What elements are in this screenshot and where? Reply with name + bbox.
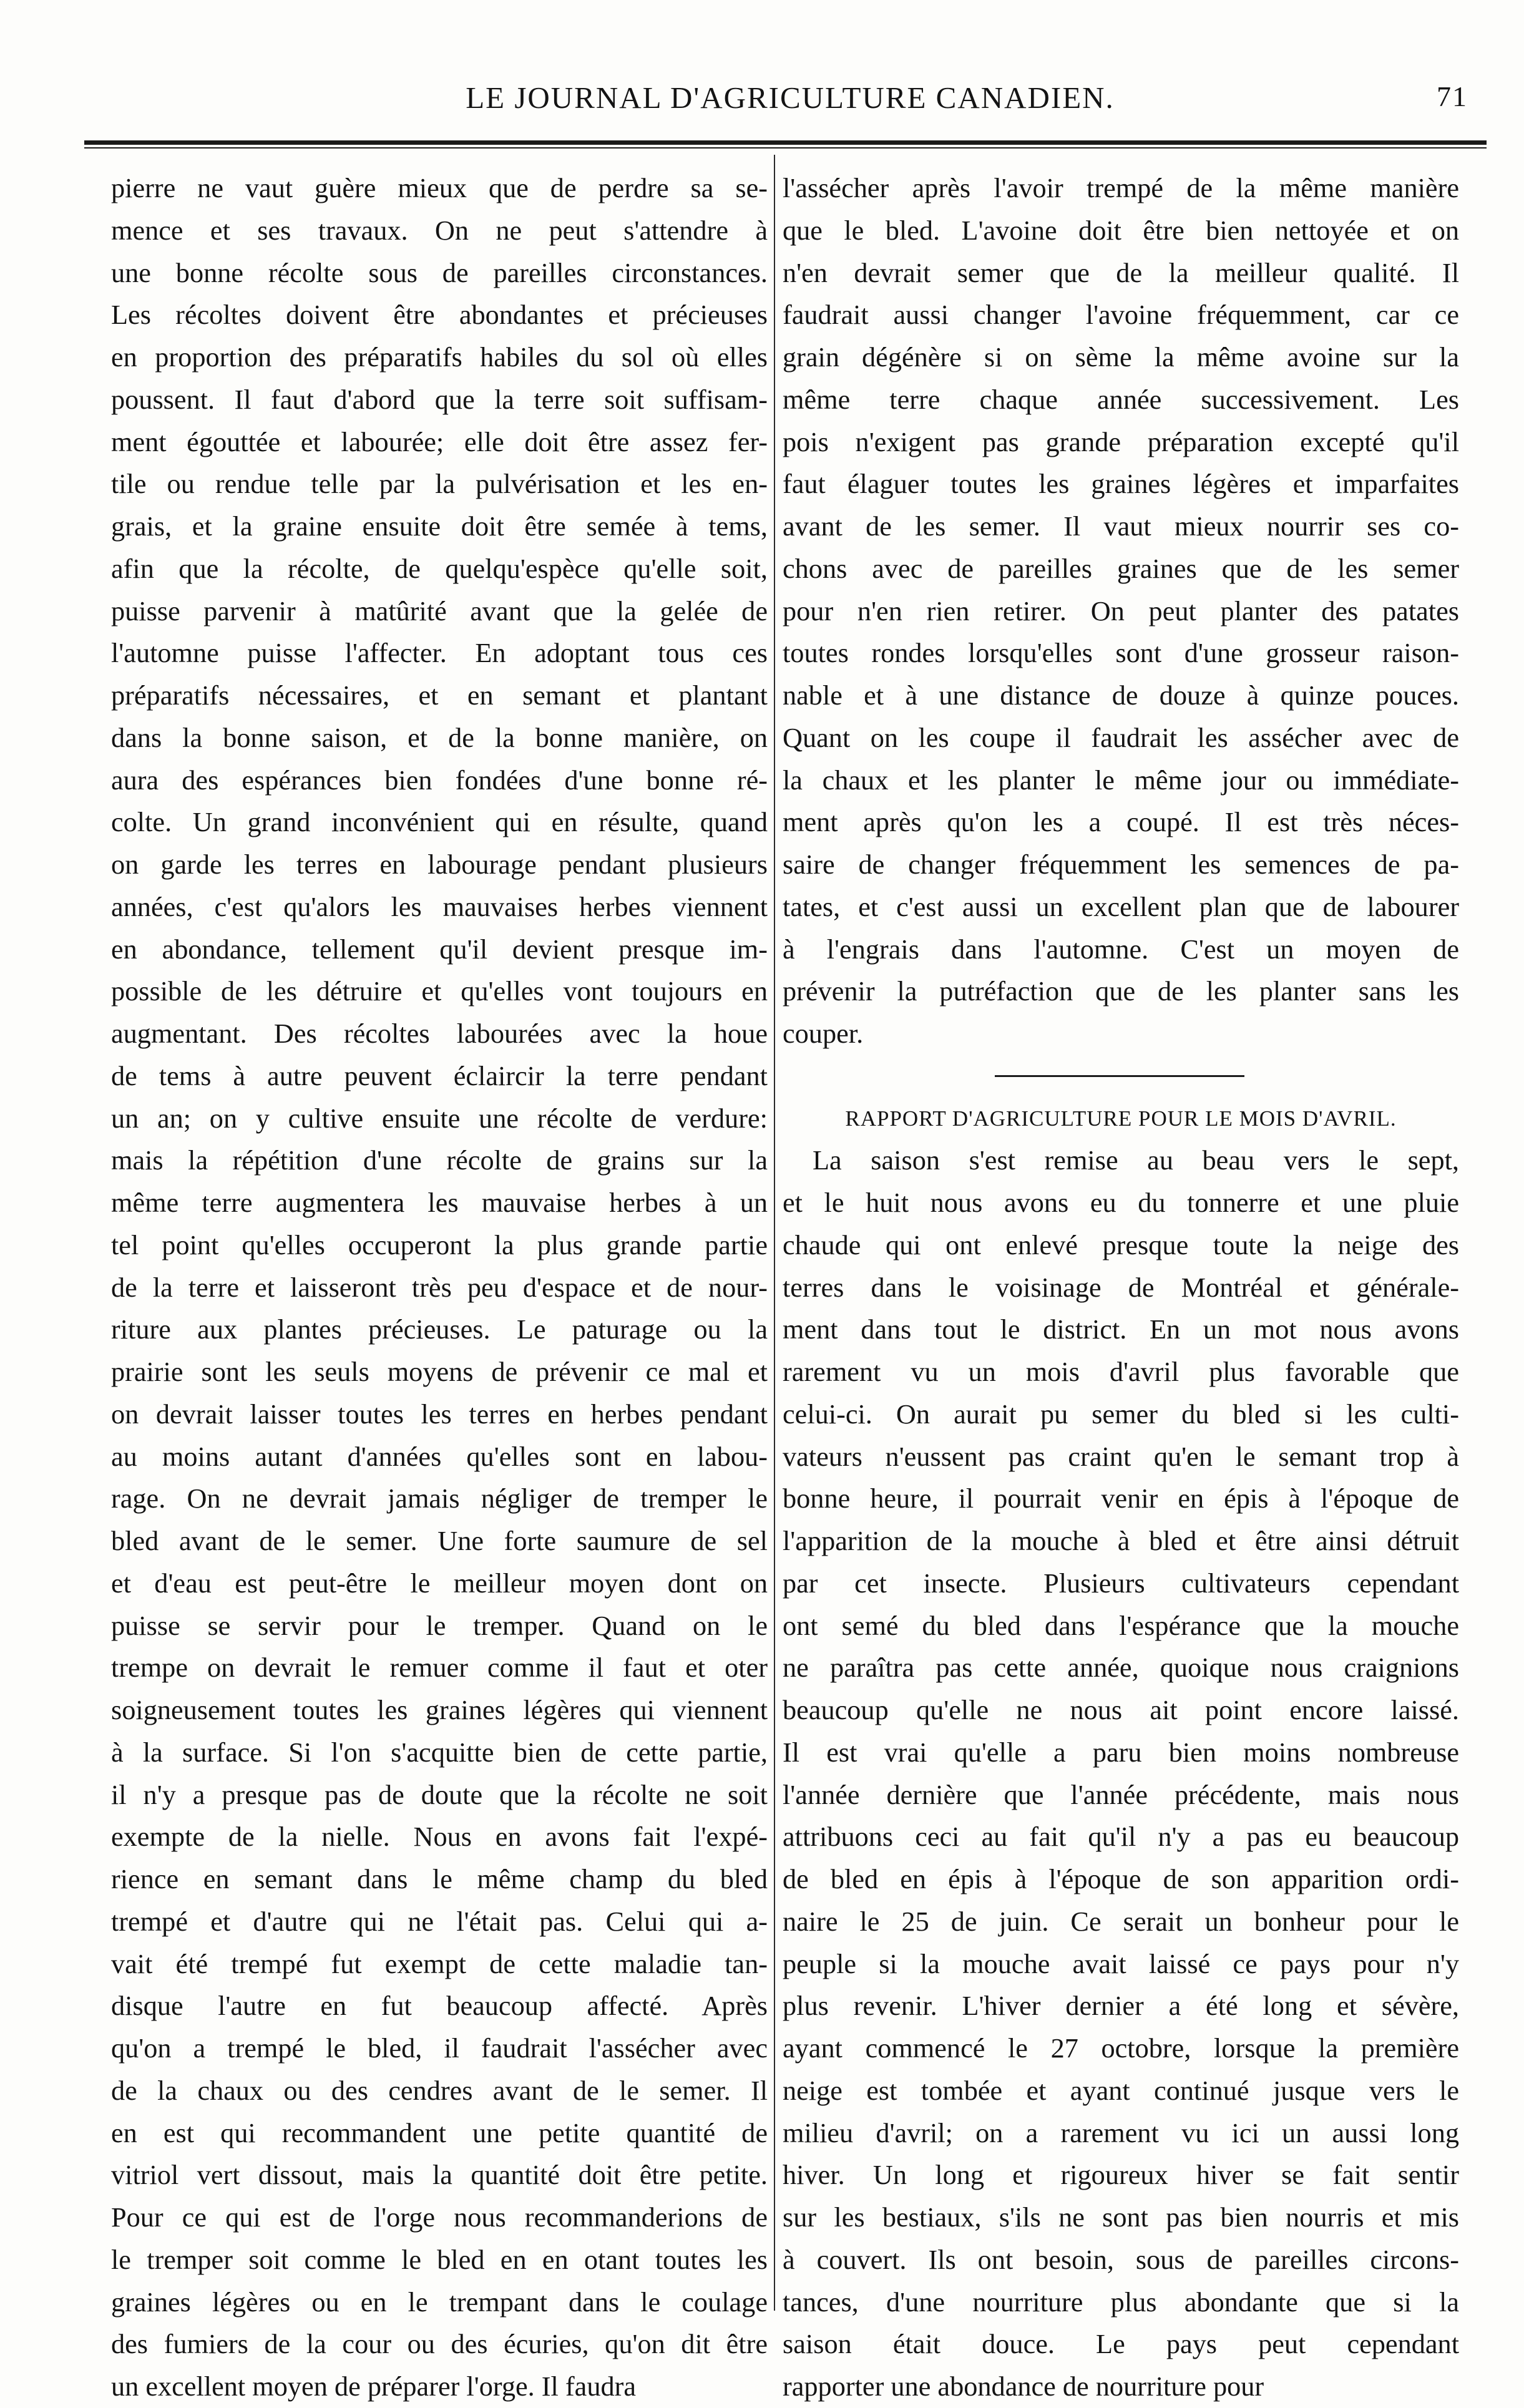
text-line: n'en devrait semer que de la meilleur qualité. Il [783, 257, 1459, 288]
right-column-top-text [783, 167, 1459, 1055]
text-line: vateurs n'eussent pas craint qu'en le semant trop à [783, 1441, 1459, 1472]
right-column-report-text [783, 1139, 1459, 2408]
text-line: trempe on devrait le remuer comme il faut et oter [111, 1652, 768, 1684]
text-line: La saison s'est remise au beau vers le sept, [813, 1145, 1459, 1176]
journal-title: LE JOURNAL D'AGRICULTURE CANADIEN. [466, 80, 1115, 115]
text-line: ment dans tout le district. En un mot nous avons [783, 1314, 1459, 1345]
text-line: des fumiers de la cour ou des écuries, qu'on dit être [111, 2329, 768, 2360]
text-line: ment après qu'on les a coupé. Il est très néces- [783, 807, 1459, 838]
text-line: même terre augmentera les mauvaise herbes à un [111, 1187, 768, 1218]
text-line: neige est tombée et ayant continué jusque vers le [783, 2075, 1459, 2106]
text-line: de la chaux ou des cendres avant de le semer. Il [111, 2075, 768, 2106]
text-line: terres dans le voisinage de Montréal et générale- [783, 1272, 1459, 1303]
text-line: rage. On ne devrait jamais négliger de tremper le [111, 1483, 768, 1514]
text-line: possible de les détruire et qu'elles vont toujours en [111, 976, 768, 1007]
text-line: qu'on a trempé le bled, il faudrait l'assécher avec [111, 2033, 768, 2064]
text-line: en abondance, tellement qu'il devient presque im- [111, 933, 768, 965]
text-line: prairie sont les seuls moyens de prévenir ce mal et [111, 1357, 768, 1387]
text-line: l'apparition de la mouche à bled et être ainsi détruit [783, 1526, 1459, 1556]
text-line: et le huit nous avons eu du tonnerre et une pluie [783, 1187, 1459, 1218]
text-line: l'automne puisse l'affecter. En adoptant tous ces [111, 638, 768, 669]
text-line: Pour ce qui est de l'orge nous recommanderions de [111, 2202, 768, 2233]
text-line: que le bled. L'avoine doit être bien nettoyée et on [783, 215, 1459, 246]
text-line: par cet insecte. Plusieurs cultivateurs cependant [783, 1567, 1459, 1599]
text-line: mais la répétition d'une récolte de grains sur la [111, 1145, 768, 1176]
text-line: celui-ci. On aurait pu semer du bled si les culti- [783, 1398, 1459, 1430]
text-line: une bonne récolte sous de pareilles circonstances. [111, 257, 768, 288]
text-line: hiver. Un long et rigoureux hiver se fait sentir [783, 2160, 1459, 2191]
text-line: bled avant de le semer. Une forte saumure de sel [111, 1526, 768, 1556]
text-line: et d'eau est peut-être le meilleur moyen dont on [111, 1567, 768, 1599]
text-line: au moins autant d'années qu'elles sont en labou- [111, 1441, 768, 1472]
text-line: prévenir la putréfaction que de les planter sans les [783, 976, 1459, 1007]
column-divider [774, 155, 775, 2311]
text-line: avant de les semer. Il vaut mieux nourrir ses co- [783, 511, 1459, 542]
text-line: chaude qui ont enlevé presque toute la neige des [783, 1229, 1459, 1260]
text-line: poussent. Il faut d'abord que la terre soit suffisam- [111, 384, 768, 415]
text-line: rience en semant dans le même champ du bled [111, 1864, 768, 1894]
text-line: à couvert. Ils ont besoin, sous de pareilles circons- [783, 2244, 1459, 2275]
text-line: préparatifs nécessaires, et en semant et plantant [111, 680, 768, 711]
text-line: faut élaguer toutes les graines légères et imparfaites [783, 469, 1459, 500]
text-line: vait été trempé fut exempt de cette maladie tan- [111, 1948, 768, 1979]
running-header [112, 80, 1468, 130]
text-line: riture aux plantes précieuses. Le paturage ou la [111, 1314, 768, 1345]
text-line: puisse parvenir à matûrité avant que la gelée de [111, 595, 768, 626]
text-line: puisse se servir pour le tremper. Quand on le [111, 1610, 768, 1641]
header-rule-thick [84, 140, 1487, 145]
text-line: ont semé du bled dans l'espérance que la mouche [783, 1610, 1459, 1641]
text-line: Les récoltes doivent être abondantes et précieuses [111, 300, 768, 331]
text-line: saison était douce. Le pays peut cependant [783, 2329, 1459, 2360]
text-line: dans la bonne saison, et de la bonne manière, on [111, 722, 768, 753]
text-line: il n'y a presque pas de doute que la récolte ne soit [111, 1779, 768, 1810]
text-line: toutes rondes lorsqu'elles sont d'une grosseur raison- [783, 638, 1459, 669]
text-line: nable et à une distance de douze à quinze pouces. [783, 680, 1459, 711]
text-line: soigneusement toutes les graines légères qui viennent [111, 1695, 768, 1725]
text-line: vitriol vert dissout, mais la quantité doit être petite. [111, 2160, 768, 2191]
text-line: Il est vrai qu'elle a paru bien moins nombreuse [783, 1737, 1459, 1768]
text-line: un excellent moyen de préparer l'orge. Il faudra [111, 2371, 637, 2402]
text-line: l'assécher après l'avoir trempé de la même manière [783, 173, 1459, 203]
text-line: beaucoup qu'elle ne nous ait point encore laissé. [783, 1695, 1459, 1725]
text-line: peuple si la mouche avait laissé ce pays pour n'y [783, 1948, 1459, 1979]
text-line: plus revenir. L'hiver dernier a été long et sévère, [783, 1991, 1459, 2022]
text-line: ayant commencé le 27 octobre, lorsque la première [783, 2033, 1459, 2064]
text-line: pois n'exigent pas grande préparation excepté qu'il [783, 426, 1459, 457]
text-line: de la terre et laisseront très peu d'espace et de nour- [111, 1272, 768, 1303]
text-line: le tremper soit comme le bled en en otant toutes les [111, 2244, 768, 2275]
text-line: milieu d'avril; on a rarement vu ici un aussi long [783, 2117, 1459, 2148]
text-line: tates, et c'est aussi un excellent plan que de labourer [783, 891, 1459, 922]
text-line: naire le 25 de juin. Ce serait un bonheur pour le [783, 1906, 1459, 1937]
text-line: exempte de la nielle. Nous en avons fait l'expé- [111, 1821, 768, 1853]
text-line: faudrait aussi changer l'avoine fréquemment, car ce [783, 300, 1459, 331]
text-line: grais, et la graine ensuite doit être semée à tems, [111, 511, 768, 542]
page-number: 71 [1437, 80, 1468, 112]
text-line: bonne heure, il pourrait venir en épis à l'époque de [783, 1483, 1459, 1514]
text-line: pierre ne vaut guère mieux que de perdre sa se- [111, 173, 768, 203]
report-heading: RAPPORT D'AGRICULTURE POUR LE MOIS D'AVRIL. [845, 1106, 1397, 1131]
text-line: ment égouttée et labourée; elle doit être assez fer- [111, 426, 768, 457]
text-line: en proportion des préparatifs habiles du sol où elles [111, 342, 768, 373]
text-line: Quant on les coupe il faudrait les assécher avec de [783, 722, 1459, 753]
text-line: l'année dernière que l'année précédente, mais nous [783, 1779, 1459, 1810]
text-line: mence et ses travaux. On ne peut s'attendre à [111, 215, 768, 246]
text-line: ne paraîtra pas cette année, quoique nous craignions [783, 1652, 1459, 1684]
text-line: rapporter une abondance de nourriture pour [783, 2371, 1264, 2402]
section-separator [783, 1055, 1459, 1098]
text-line: tile ou rendue telle par la pulvérisation et les en- [111, 469, 768, 500]
text-line: trempé et d'autre qui ne l'était pas. Celui qui a- [111, 1906, 768, 1937]
right-column [783, 167, 1459, 2408]
text-line: à la surface. Si l'on s'acquitte bien de cette partie, [111, 1737, 768, 1768]
text-line: en est qui recommandent une petite quantité de [111, 2117, 768, 2148]
text-line: afin que la récolte, de quelqu'espèce qu'elle soit, [111, 553, 768, 584]
text-line: on devrait laisser toutes les terres en herbes pendant [111, 1398, 768, 1430]
text-line: sur les bestiaux, s'ils ne sont pas bien nourris et mis [783, 2202, 1459, 2233]
text-line: de bled en épis à l'époque de son apparition ordi- [783, 1864, 1459, 1894]
text-line: tel point qu'elles occuperont la plus grande partie [111, 1229, 768, 1260]
text-line: attribuons ceci au fait qu'il n'y a pas eu beaucoup [783, 1821, 1459, 1853]
text-line: saire de changer fréquemment les semences de pa- [783, 849, 1459, 880]
text-line: à l'engrais dans l'automne. C'est un moyen de [783, 933, 1459, 965]
text-line: graines légères ou en le trempant dans le coulage [111, 2286, 768, 2318]
text-line: rarement vu un mois d'avril plus favorable que [783, 1357, 1459, 1387]
text-line: pour n'en rien retirer. On peut planter des patates [783, 595, 1459, 626]
text-line: augmentant. Des récoltes labourées avec la houe [111, 1018, 768, 1049]
text-line: on garde les terres en labourage pendant plusieurs [111, 849, 768, 880]
text-line: aura des espérances bien fondées d'une bonne ré- [111, 764, 768, 796]
text-line: tances, d'une nourriture plus abondante que si la [783, 2286, 1459, 2318]
text-line: même terre chaque année successivement. Les [783, 384, 1459, 415]
text-line: années, c'est qu'alors les mauvaises herbes viennent [111, 891, 768, 922]
text-line: un an; on y cultive ensuite une récolte de verdure: [111, 1103, 768, 1134]
header-rule-thin [84, 147, 1487, 149]
left-column [111, 167, 768, 2408]
text-line: la chaux et les planter le même jour ou immédiate- [783, 764, 1459, 796]
text-line: couper. [783, 1018, 864, 1049]
text-line: colte. Un grand inconvénient qui en résulte, quand [111, 807, 768, 838]
text-line: chons avec de pareilles graines que de les semer [783, 553, 1459, 584]
text-line: de tems à autre peuvent éclaircir la terre pendant [111, 1060, 768, 1091]
text-line: grain dégénère si on sème la même avoine sur la [783, 342, 1459, 373]
text-line: disque l'autre en fut beaucoup affecté. Après [111, 1991, 768, 2022]
